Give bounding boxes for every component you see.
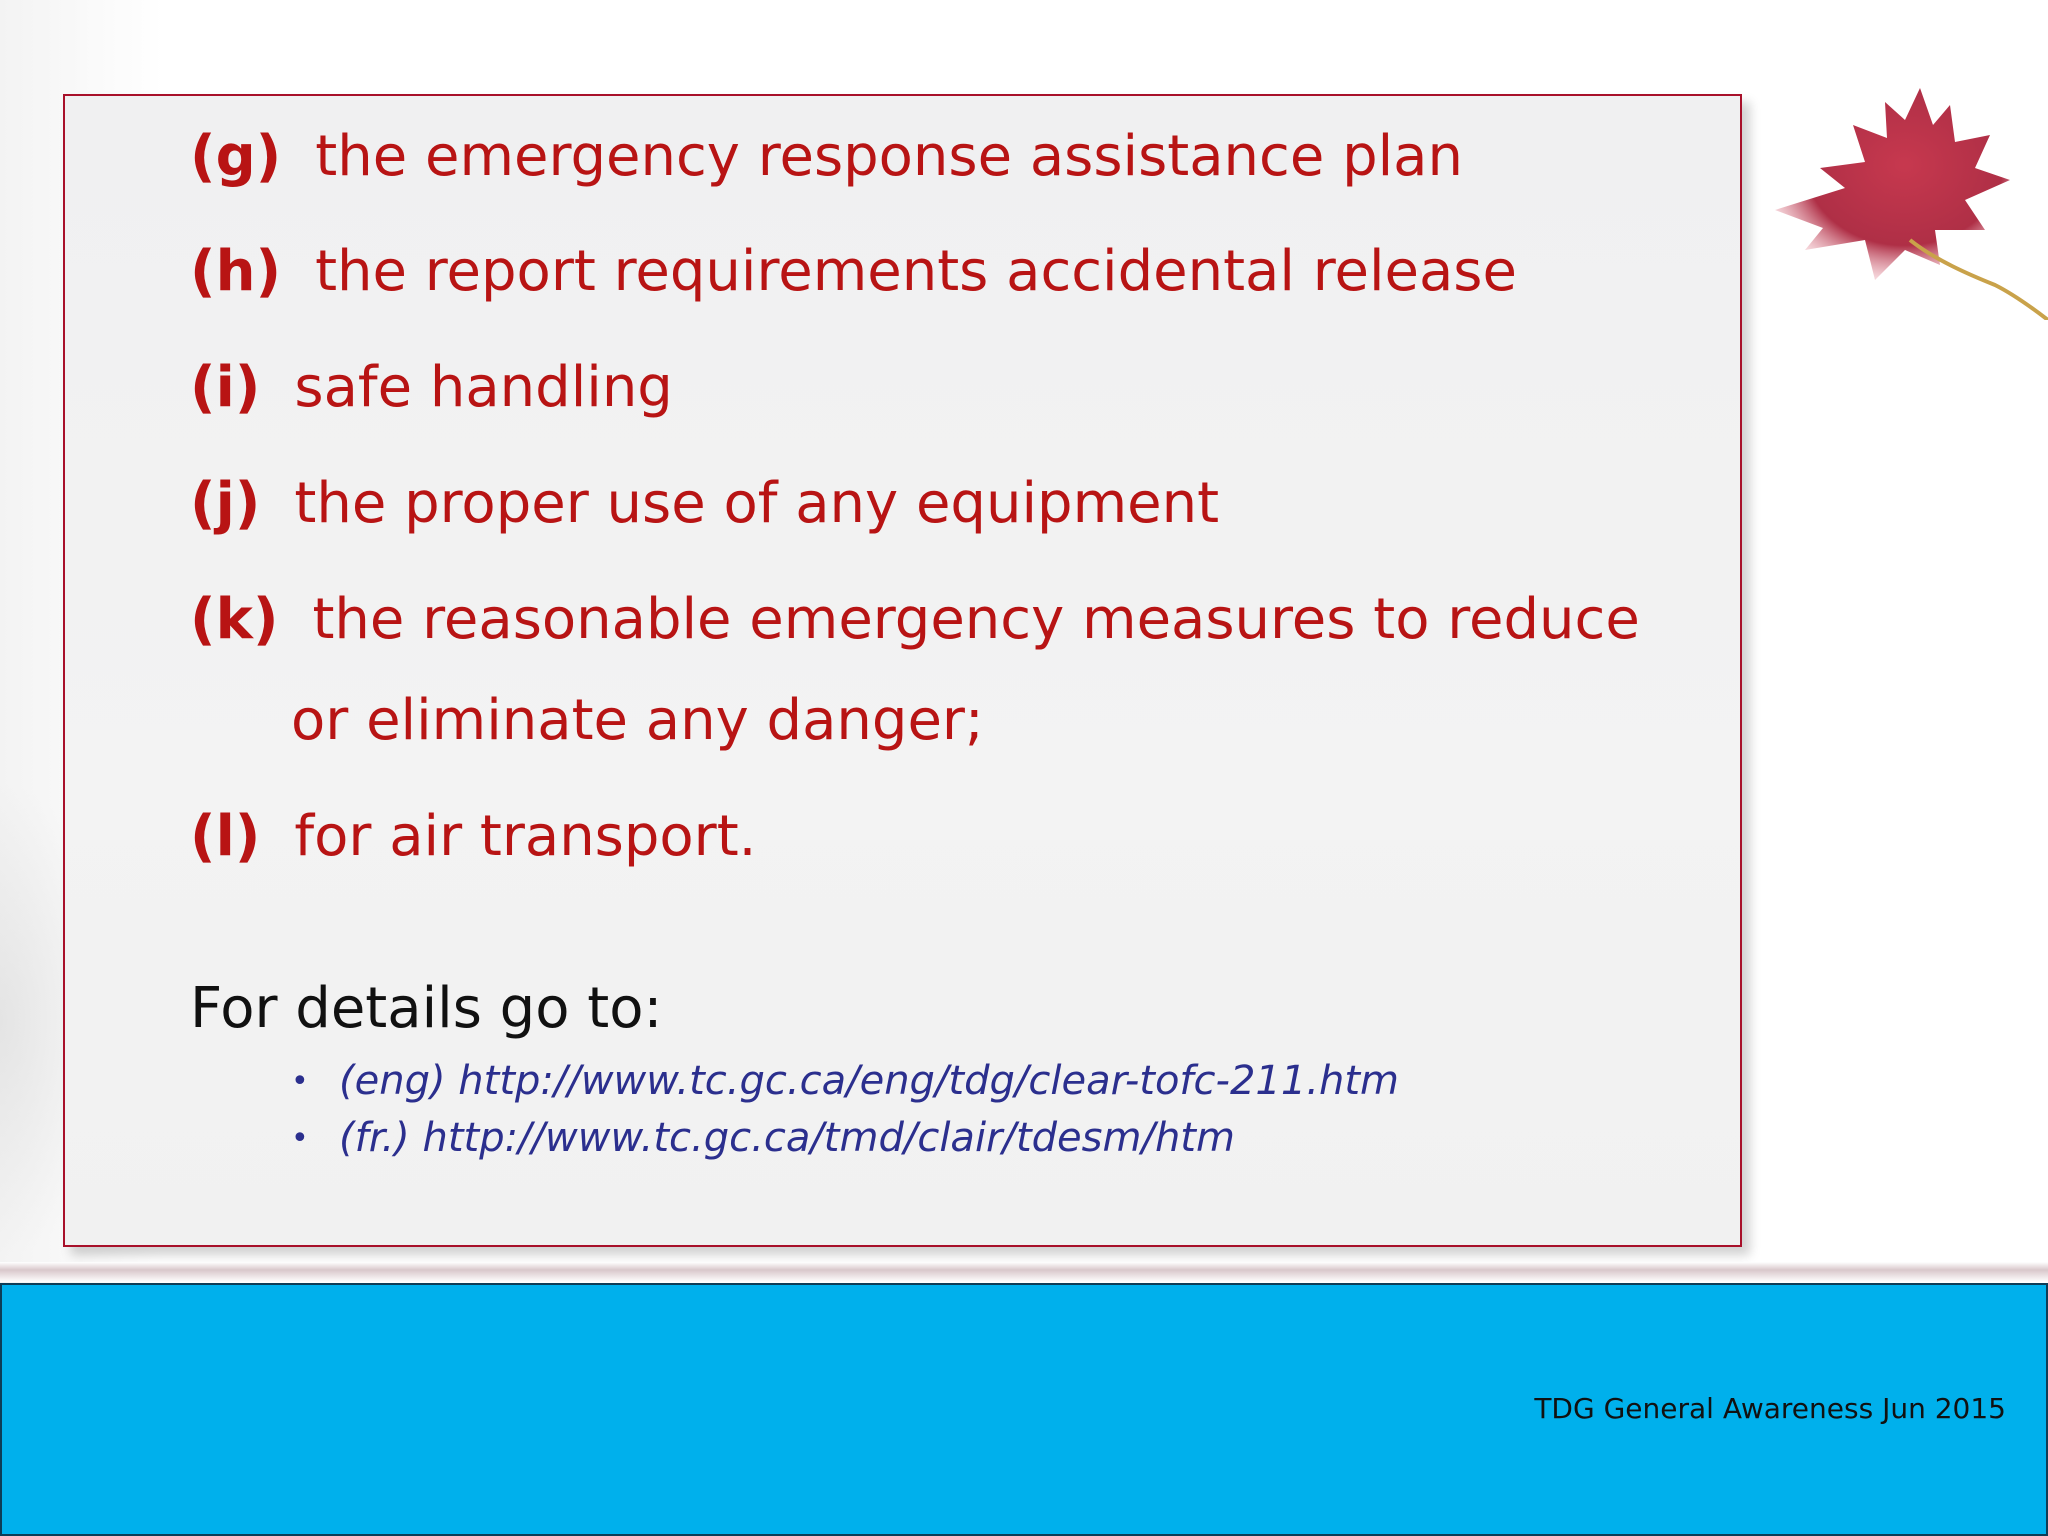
list-marker: (h) bbox=[190, 239, 282, 304]
separator-band bbox=[0, 1262, 2048, 1282]
list-item-text: the reasonable emergency measures to reduce bbox=[312, 587, 1640, 652]
list-marker: (i) bbox=[190, 355, 261, 420]
list-item-g bbox=[190, 124, 1463, 190]
link-text[interactable]: (fr.) http://www.tc.gc.ca/tmd/clair/tdesm/htm bbox=[339, 1115, 1235, 1161]
list-marker: (j) bbox=[190, 471, 261, 536]
list-item-i bbox=[190, 355, 673, 421]
footer-bar bbox=[0, 1283, 2048, 1536]
content-box bbox=[63, 94, 1742, 1247]
bullet-icon: • bbox=[291, 1064, 309, 1099]
list-item-text: the proper use of any equipment bbox=[294, 471, 1220, 536]
list-item-k-continuation: or eliminate any danger; bbox=[291, 688, 984, 753]
list-marker: (l) bbox=[190, 804, 261, 869]
list-item-h bbox=[190, 239, 1517, 305]
bullet-icon: • bbox=[291, 1121, 309, 1156]
footer-text: TDG General Awareness Jun 2015 bbox=[1534, 1392, 2006, 1425]
list-item-text: the report requirements accidental release bbox=[315, 239, 1517, 304]
list-item-l bbox=[190, 804, 756, 870]
maple-leaf-icon bbox=[1735, 80, 2048, 320]
list-marker: (g) bbox=[190, 124, 282, 189]
list-marker: (k) bbox=[190, 587, 279, 652]
list-item-j bbox=[190, 471, 1219, 537]
list-item-text: the emergency response assistance plan bbox=[315, 124, 1463, 189]
link-english[interactable] bbox=[291, 1053, 1399, 1110]
details-links bbox=[291, 1053, 1399, 1167]
link-french[interactable] bbox=[291, 1110, 1399, 1167]
link-text[interactable]: (eng) http://www.tc.gc.ca/eng/tdg/clear-tofc-211.htm bbox=[339, 1058, 1399, 1104]
list-item-text: for air transport. bbox=[294, 804, 757, 869]
details-heading: For details go to: bbox=[190, 976, 663, 1041]
list-item-text: safe handling bbox=[294, 355, 673, 420]
list-item-k bbox=[190, 587, 1640, 653]
